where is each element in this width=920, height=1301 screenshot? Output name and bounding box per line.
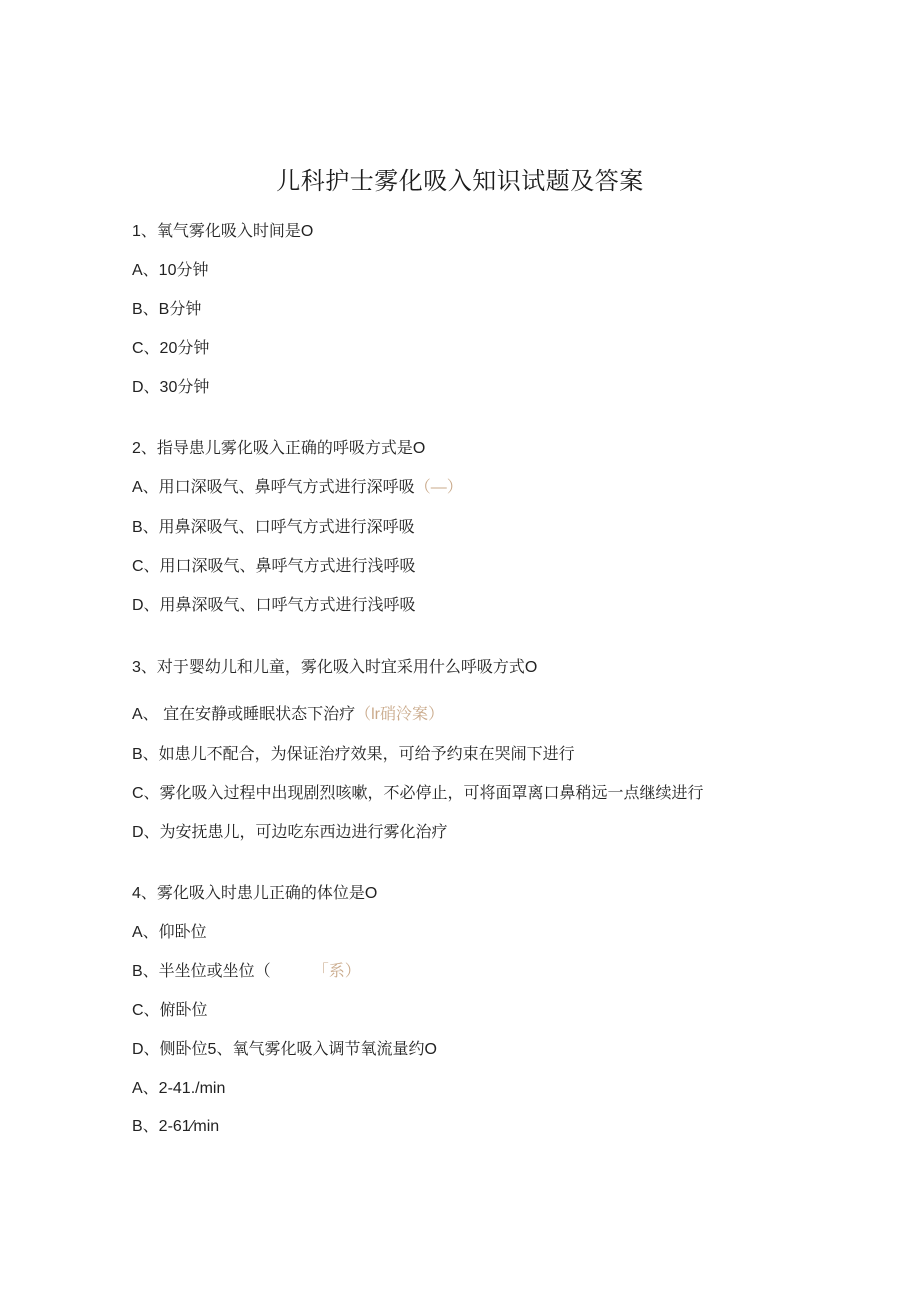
question-5-option-b: B、2-61∕min [132, 1118, 220, 1135]
question-2-answer-mark: （—） [414, 479, 463, 496]
question-4-option-b [132, 961, 361, 983]
question-1-option-c: C、20分钟 [132, 340, 210, 357]
question-4-option-d: D、侧卧位5、氧气雾化吸入调节氧流量约O [132, 1041, 437, 1058]
question-1-option-d: D、30分钟 [132, 379, 210, 396]
question-2-option-c: C、用口深吸气、鼻呼气方式进行浅呼吸 [132, 558, 416, 575]
question-2-option-a-text: A、用口深吸气、鼻呼气方式进行深呼吸 [132, 479, 415, 496]
question-3-stem: 3、对于婴幼儿和儿童，雾化吸入时宜采用什么呼吸方式O [132, 659, 538, 676]
question-1-option-a: A、10分钟 [132, 262, 209, 279]
document-title: 儿科护士雾化吸入知识试题及答案 [276, 167, 644, 195]
question-1-option-b: B、B分钟 [132, 301, 202, 318]
question-5-option-a: A、2-41./min [132, 1080, 226, 1097]
question-4-stem: 4、雾化吸入时患儿正确的体位是O [132, 885, 378, 902]
question-2-stem: 2、指导患儿雾化吸入正确的呼吸方式是O [132, 440, 426, 457]
question-2-option-a [132, 477, 463, 499]
question-4-option-a: A、仰卧位 [132, 924, 207, 941]
question-1-stem: 1、氧气雾化吸入时间是O [132, 223, 314, 240]
question-4-option-b-text: B、半坐位或坐位（ [132, 963, 271, 980]
question-4-option-c: C、俯卧位 [132, 1002, 208, 1019]
question-3-option-d: D、为安抚患儿，可边吃东西边进行雾化治疗 [132, 824, 448, 841]
question-3-option-a [132, 704, 444, 726]
question-4-answer-mark: 「系） [312, 963, 361, 980]
question-3-option-a-text: A、 宜在安静或睡眠状态下治疗 [132, 706, 356, 723]
question-3-answer-mark: （lr硝泠案） [355, 706, 445, 723]
question-2-option-b: B、用鼻深吸气、口呼气方式进行深呼吸 [132, 519, 415, 536]
question-2-option-d: D、用鼻深吸气、口呼气方式进行浅呼吸 [132, 597, 416, 614]
question-3-option-b: B、如患儿不配合，为保证治疗效果，可给予约束在哭闹下进行 [132, 746, 575, 763]
question-3-option-c: C、雾化吸入过程中出现剧烈咳嗽，不必停止，可将面罩离口鼻稍远一点继续进行 [132, 785, 704, 802]
